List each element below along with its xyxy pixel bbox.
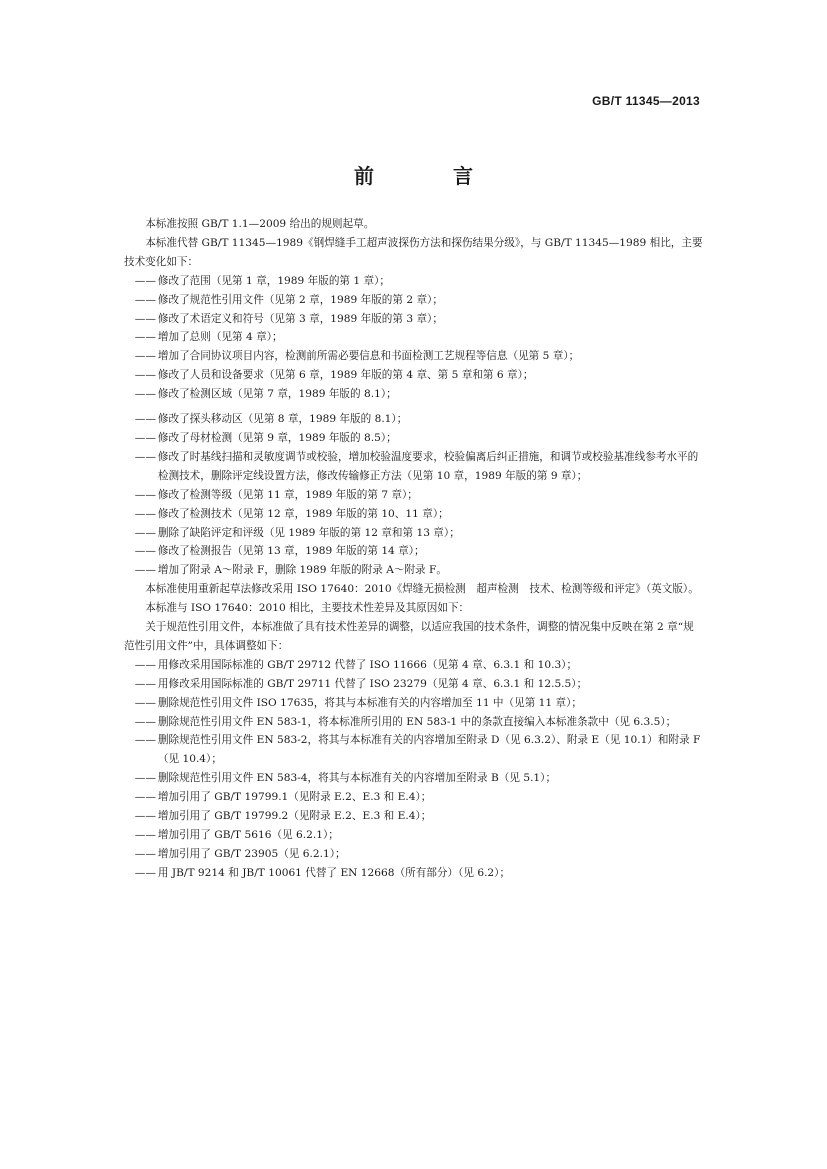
list-item: —— 删除了缺陷评定和评级（见 1989 年版的第 12 章和第 13 章）； [134,526,460,539]
list-item: —— 增加了总则（见第 4 章）； [134,331,283,344]
ref-changes-list [124,656,704,883]
refs-paragraph: 关于规范性引用文件，本标准做了具有技术性差异的调整，以适应我国的技术条件，调整的情况集中反映在第 2 章“规范性引用文件”中，具体调整如下： [124,621,694,652]
list-item: —— 增加引用了 GB/T 23905（见 6.2.1）； [134,847,346,860]
list-item: —— 删除规范性引用文件 ISO 17635，将其与本标准有关的内容增加至 11 中（见第 11 章）； [134,696,583,709]
list-item: —— 增加了合同协议项目内容，检测前所需必要信息和书面检测工艺规程等信息（见第 5 章）； [134,350,580,363]
foreword-body [124,215,704,883]
intro-paragraph-2: 本标准代替 GB/T 11345—1989《钢焊缝手工超声波探伤方法和探伤结果分级》，与 GB/T 11345—1989 相比，主要技术变化如下： [124,236,703,268]
list-item: —— 删除规范性引用文件 EN 583-1，将本标准所引用的 EN 583-1 中的条款直接编入本标准条款中（见 6.3.5）； [134,715,677,728]
list-item: —— 修改了检测等级（见第 11 章，1989 年版的第 7 章）； [134,488,418,501]
list-item: —— 修改了时基线扫描和灵敏度调节或校验，增加校验温度要求，校验偏离后纠正措施，和调节或校验基准线参考水平的检测技术，删除评定线设置方法，修改传输修正方法（见第 10 章，1989 年版的第 9 章）； [134,450,699,482]
list-item: —— 修改了范围（见第 1 章，1989 年版的第 1 章）； [134,274,390,287]
list-item: —— 用修改采用国际标准的 GB/T 29711 代替了 ISO 23279（见第 4 章、6.3.1 和 12.5.5）； [134,677,588,690]
list-item: —— 修改了检测报告（见第 13 章，1989 年版的第 14 章）； [134,545,425,558]
list-item: —— 删除规范性引用文件 EN 583-4，将其与本标准有关的内容增加至附录 B（见 5.1）； [134,772,557,785]
list-item: —— 用 JB/T 9214 和 JB/T 10061 代替了 EN 12668（所有部分）（见 6.2）； [134,866,511,879]
adopt-paragraph: 本标准使用重新起草法修改采用 ISO 17640：2010《焊缝无损检测 超声检测 技术、检测等级和评定》（英文版）。 [145,583,699,596]
list-item: —— 增加了附录 A～附录 F，删除 1989 年版的附录 A～附录 F。 [134,564,447,577]
list-item: —— 用修改采用国际标准的 GB/T 29712 代替了 ISO 11666（见第 4 章、6.3.1 和 10.3）； [134,658,578,671]
list-item: —— 修改了术语定义和符号（见第 3 章，1989 年版的第 3 章）； [134,312,443,325]
list-item: —— 增加引用了 GB/T 5616（见 6.2.1）； [134,829,339,841]
intro-paragraph-1: 本标准按照 GB/T 1.1—2009 给出的规则起草。 [145,218,375,230]
list-item: —— 删除规范性引用文件 EN 583-2，将其与本标准有关的内容增加至附录 D（见 6.3.2）、附录 E（见 10.1）和附录 F（见 10.4）； [134,734,701,766]
standard-code: GB/T 11345—2013 [592,94,700,108]
page-title: 前 言 [354,164,509,188]
compare-paragraph: 本标准与 ISO 17640：2010 相比，主要技术性差异及其原因如下： [145,602,470,615]
list-item: —— 修改了人员和设备要求（见第 6 章，1989 年版的第 4 章、第 5 章和第 6 章）； [134,369,534,382]
list-item: —— 增加引用了 GB/T 19799.2（见附录 E.2、E.3 和 E.4）； [134,810,432,823]
changes-list [124,272,704,581]
list-item: —— 修改了检测区域（见第 7 章，1989 年版的 8.1）； [134,388,397,401]
list-item: —— 增加引用了 GB/T 19799.1（见附录 E.2、E.3 和 E.4）； [134,791,432,804]
list-item: —— 修改了规范性引用文件（见第 2 章，1989 年版的第 2 章）； [134,293,443,306]
list-item: —— 修改了探头移动区（见第 8 章，1989 年版的 8.1）； [134,413,408,426]
list-item: —— 修改了母材检测（见第 9 章，1989 年版的 8.5）； [134,431,397,444]
list-item: —— 修改了检测技术（见第 12 章，1989 年版的第 10、11 章）； [134,507,449,520]
